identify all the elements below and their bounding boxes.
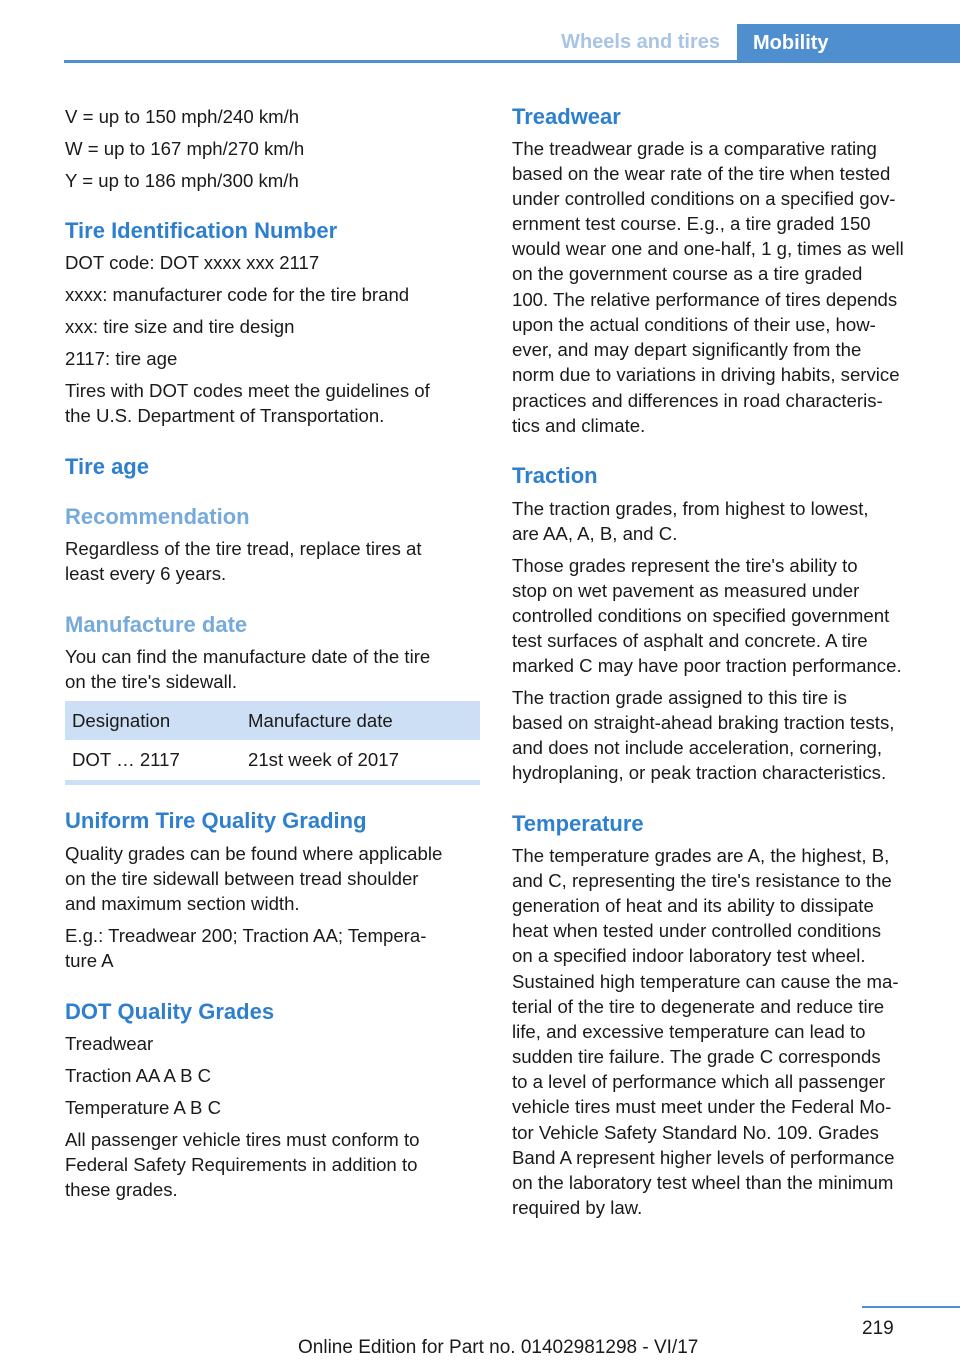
dot-line: Treadwear bbox=[65, 1033, 154, 1054]
dot-note: Federal Safety Requirements in addition to bbox=[65, 1154, 418, 1175]
traction-line: The traction grades, from highest to lowest, bbox=[512, 498, 869, 519]
recommendation-line: Regardless of the tire tread, replace tires at bbox=[65, 538, 422, 559]
tire-age-heading: Tire age bbox=[65, 454, 149, 479]
recommendation-heading: Recommendation bbox=[65, 504, 250, 529]
traction-line: based on straight-ahead braking traction tests, bbox=[512, 712, 895, 733]
treadwear-line: norm due to variations in driving habits, service bbox=[512, 364, 900, 385]
temperature-line: life, and excessive temperature can lead to bbox=[512, 1021, 866, 1042]
temperature-line: required by law. bbox=[512, 1197, 643, 1218]
tin-note: the U.S. Department of Transportation. bbox=[65, 405, 385, 426]
dot-quality-heading: DOT Quality Grades bbox=[65, 999, 275, 1024]
temperature-line: on the laboratory test wheel than the minimum bbox=[512, 1172, 894, 1193]
manufacture-date-heading: Manufacture date bbox=[65, 612, 248, 637]
treadwear-line: tics and climate. bbox=[512, 415, 646, 436]
section-tab: Wheels and tires bbox=[561, 31, 720, 53]
manufacture-line: on the tire's sidewall. bbox=[65, 671, 238, 692]
temperature-line: on a specified indoor laboratory test wheel. bbox=[512, 945, 866, 966]
page-header bbox=[0, 0, 960, 64]
tin-line: 2117: tire age bbox=[65, 348, 178, 369]
utqg-example: E.g.: Treadwear 200; Traction AA; Tempera‐ bbox=[65, 925, 427, 946]
edition-footer: Online Edition for Part no. 01402981298 - VI/17 bbox=[298, 1337, 699, 1358]
traction-line: and does not include acceleration, cornering, bbox=[512, 737, 883, 758]
table-header-row bbox=[65, 701, 480, 740]
utqg-line: and maximum section width. bbox=[65, 893, 300, 914]
treadwear-line: ernment test course. E.g., a tire graded 150 bbox=[512, 213, 871, 234]
treadwear-line: on the government course as a tire graded bbox=[512, 263, 863, 284]
treadwear-line: ever, and may depart significantly from the bbox=[512, 339, 862, 360]
temperature-line: Sustained high temperature can cause the ma‐ bbox=[512, 971, 899, 992]
speed-line: V = up to 150 mph/240 km/h bbox=[65, 106, 300, 127]
tin-line: xxx: tire size and tire design bbox=[65, 316, 295, 337]
temperature-line: to a level of performance which all passenger bbox=[512, 1071, 886, 1092]
treadwear-line: upon the actual conditions of their use, how‐ bbox=[512, 314, 876, 335]
treadwear-line: under controlled conditions on a specified gov‐ bbox=[512, 188, 896, 209]
tin-line: DOT code: DOT xxxx xxx 2117 bbox=[65, 252, 320, 273]
temperature-line: The temperature grades are A, the highest, B, bbox=[512, 845, 890, 866]
table-header-cell: Manufacture date bbox=[248, 710, 393, 731]
utqg-example: ture A bbox=[65, 950, 114, 971]
dot-note: All passenger vehicle tires must conform to bbox=[65, 1129, 420, 1150]
traction-line: marked C may have poor traction performance. bbox=[512, 655, 902, 676]
treadwear-heading: Treadwear bbox=[512, 104, 621, 129]
chapter-tab: Mobility bbox=[737, 24, 960, 62]
recommendation-line: least every 6 years. bbox=[65, 563, 227, 584]
page-number-rule bbox=[862, 1306, 960, 1308]
traction-line: Those grades represent the tire's ability to bbox=[512, 555, 858, 576]
temperature-line: generation of heat and its ability to dissipate bbox=[512, 895, 874, 916]
table-cell: DOT … 2117 bbox=[72, 749, 180, 770]
tin-note: Tires with DOT codes meet the guidelines of bbox=[65, 380, 430, 401]
header-rule bbox=[64, 60, 960, 63]
dot-line: Temperature A B C bbox=[65, 1097, 222, 1118]
tin-line: xxxx: manufacturer code for the tire brand bbox=[65, 284, 410, 305]
utqg-line: Quality grades can be found where applicable bbox=[65, 843, 443, 864]
treadwear-line: practices and differences in road characteris‐ bbox=[512, 390, 883, 411]
page-number: 219 bbox=[862, 1318, 894, 1339]
temperature-line: vehicle tires must meet under the Federal Mo‐ bbox=[512, 1096, 892, 1117]
temperature-line: tor Vehicle Safety Standard No. 109. Grades bbox=[512, 1122, 879, 1143]
temperature-line: heat when tested under controlled conditions bbox=[512, 920, 882, 941]
treadwear-line: The treadwear grade is a comparative rating bbox=[512, 138, 877, 159]
traction-line: stop on wet pavement as measured under bbox=[512, 580, 860, 601]
table-header-cell: Designation bbox=[72, 710, 171, 731]
table-row bbox=[65, 740, 480, 780]
temperature-line: and C, representing the tire's resistance to the bbox=[512, 870, 892, 891]
temperature-line: sudden tire failure. The grade C corresponds bbox=[512, 1046, 881, 1067]
table-cell: 21st week of 2017 bbox=[248, 749, 399, 770]
tin-heading: Tire Identification Number bbox=[65, 218, 338, 243]
traction-line: test surfaces of asphalt and concrete. A tire bbox=[512, 630, 868, 651]
utqg-heading: Uniform Tire Quality Grading bbox=[65, 808, 367, 833]
traction-line: The traction grade assigned to this tire is bbox=[512, 687, 847, 708]
traction-line: are AA, A, B, and C. bbox=[512, 523, 678, 544]
treadwear-line: would wear one and one-half, 1 g, times as well bbox=[512, 238, 904, 259]
traction-line: controlled conditions on specified government bbox=[512, 605, 890, 626]
dot-line: Traction AA A B C bbox=[65, 1065, 212, 1086]
temperature-line: Band A represent higher levels of performance bbox=[512, 1147, 895, 1168]
treadwear-line: based on the wear rate of the tire when tested bbox=[512, 163, 891, 184]
traction-line: hydroplaning, or peak traction characteristics. bbox=[512, 762, 887, 783]
treadwear-line: 100. The relative performance of tires depends bbox=[512, 289, 898, 310]
utqg-line: on the tire sidewall between tread shoulder bbox=[65, 868, 419, 889]
speed-line: Y = up to 186 mph/300 km/h bbox=[65, 170, 299, 191]
table-bottom-rule bbox=[65, 780, 480, 785]
temperature-line: terial of the tire to degenerate and reduce tire bbox=[512, 996, 885, 1017]
traction-heading: Traction bbox=[512, 463, 598, 488]
manufacture-date-table bbox=[65, 701, 480, 785]
manufacture-line: You can find the manufacture date of the tire bbox=[65, 646, 431, 667]
temperature-heading: Temperature bbox=[512, 811, 644, 836]
speed-line: W = up to 167 mph/270 km/h bbox=[65, 138, 305, 159]
dot-note: these grades. bbox=[65, 1179, 178, 1200]
